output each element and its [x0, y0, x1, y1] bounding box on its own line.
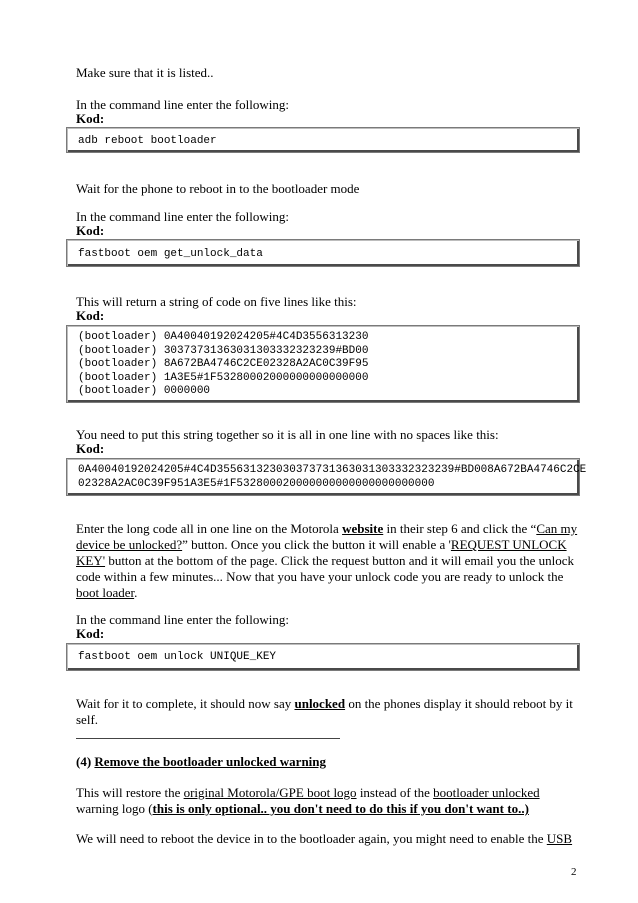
- unlocked-text: unlocked: [294, 696, 346, 711]
- code-block: [66, 458, 587, 496]
- boot-loader-link[interactable]: boot loader: [76, 585, 135, 600]
- paragraph-line: Wait for it to complete, it should now say unlocked on the phones display it should reboot by it: [76, 696, 573, 711]
- code-block: [66, 643, 580, 671]
- code-block: [66, 127, 580, 153]
- paragraph-line: We will need to reboot the device in to the bootloader again, you might need to enable the USB: [76, 831, 573, 846]
- code-line: adb reboot bootloader: [78, 135, 217, 147]
- code-block: [66, 239, 580, 267]
- text-line: This will return a string of code on five lines like this:: [76, 294, 357, 309]
- can-my-device-link-cont[interactable]: device be unlocked?: [76, 537, 183, 552]
- code-line: (bootloader) 8A672BA4746C2CE02328A2AC0C39F95: [78, 358, 369, 370]
- paragraph-line: Enter the long code all in one line on the Motorola website in their step 6 and click the “Can my: [76, 521, 578, 536]
- page-number: 2: [571, 866, 577, 878]
- text-line: In the command line enter the following:: [76, 97, 289, 112]
- paragraph-line: device be unlocked?” button. Once you click the button it will enable a 'REQUEST UNLOCK: [76, 537, 567, 552]
- paragraph-line: This will restore the original Motorola/GPE boot logo instead of the bootloader unlocked: [76, 785, 540, 800]
- boot-logo-link[interactable]: original Motorola/GPE boot logo: [183, 785, 357, 800]
- code-line: (bootloader) 1A3E5#1F53280002000000000000000: [78, 371, 369, 384]
- bootloader-unlocked-link[interactable]: bootloader unlocked: [433, 785, 540, 800]
- code-line: fastboot oem unlock UNIQUE_KEY: [78, 651, 277, 663]
- code-line: fastboot oem get_unlock_data: [78, 248, 263, 260]
- can-my-device-link[interactable]: Can my: [536, 521, 578, 536]
- text-line: Make sure that it is listed..: [76, 65, 214, 80]
- text-line: In the command line enter the following:: [76, 209, 289, 224]
- kod-label: Kod:: [76, 441, 105, 456]
- paragraph-line: warning logo (this is only optional.. you don't need to do this if you don't want to..): [76, 801, 529, 816]
- optional-note: this is only optional.. you don't need to do this if you don't want to..): [152, 801, 529, 816]
- kod-label: Kod:: [76, 626, 105, 641]
- divider: [76, 738, 340, 739]
- text-line: In the command line enter the following:: [76, 612, 289, 627]
- code-line: 0A40040192024205#4C4D355631323030373731363031303332323239#BD008A672BA4746C2CE: [78, 464, 587, 476]
- section-heading: (4) Remove the bootloader unlocked warning: [76, 754, 327, 769]
- website-link[interactable]: website: [342, 521, 384, 536]
- request-unlock-link[interactable]: REQUEST UNLOCK: [450, 537, 567, 552]
- code-line: 02328A2AC0C39F951A3E5#1F532800020000000000000000000000: [78, 477, 435, 490]
- code-line: (bootloader) 30373731363031303332323239#BD00: [78, 344, 369, 357]
- code-block: [66, 325, 580, 403]
- request-unlock-link-cont[interactable]: KEY': [76, 553, 106, 568]
- paragraph-line: self.: [76, 712, 99, 727]
- paragraph-line: boot loader.: [76, 585, 138, 600]
- kod-label: Kod:: [76, 308, 105, 323]
- text-line: Wait for the phone to reboot in to the bootloader mode: [76, 181, 360, 196]
- paragraph-line: KEY' button at the bottom of the page. Click the request button and it will email you the unlock: [76, 553, 575, 568]
- kod-label: Kod:: [76, 111, 105, 126]
- code-line: (bootloader) 0A40040192024205#4C4D3556313230: [78, 331, 369, 343]
- paragraph-line: code within a few minutes... Now that you have your unlock code you are ready to unlock the: [76, 569, 564, 584]
- text-line: You need to put this string together so it is all in one line with no spaces like this:: [76, 427, 499, 442]
- usb-link[interactable]: USB: [546, 831, 573, 846]
- code-line: (bootloader) 0000000: [78, 385, 211, 397]
- kod-label: Kod:: [76, 223, 105, 238]
